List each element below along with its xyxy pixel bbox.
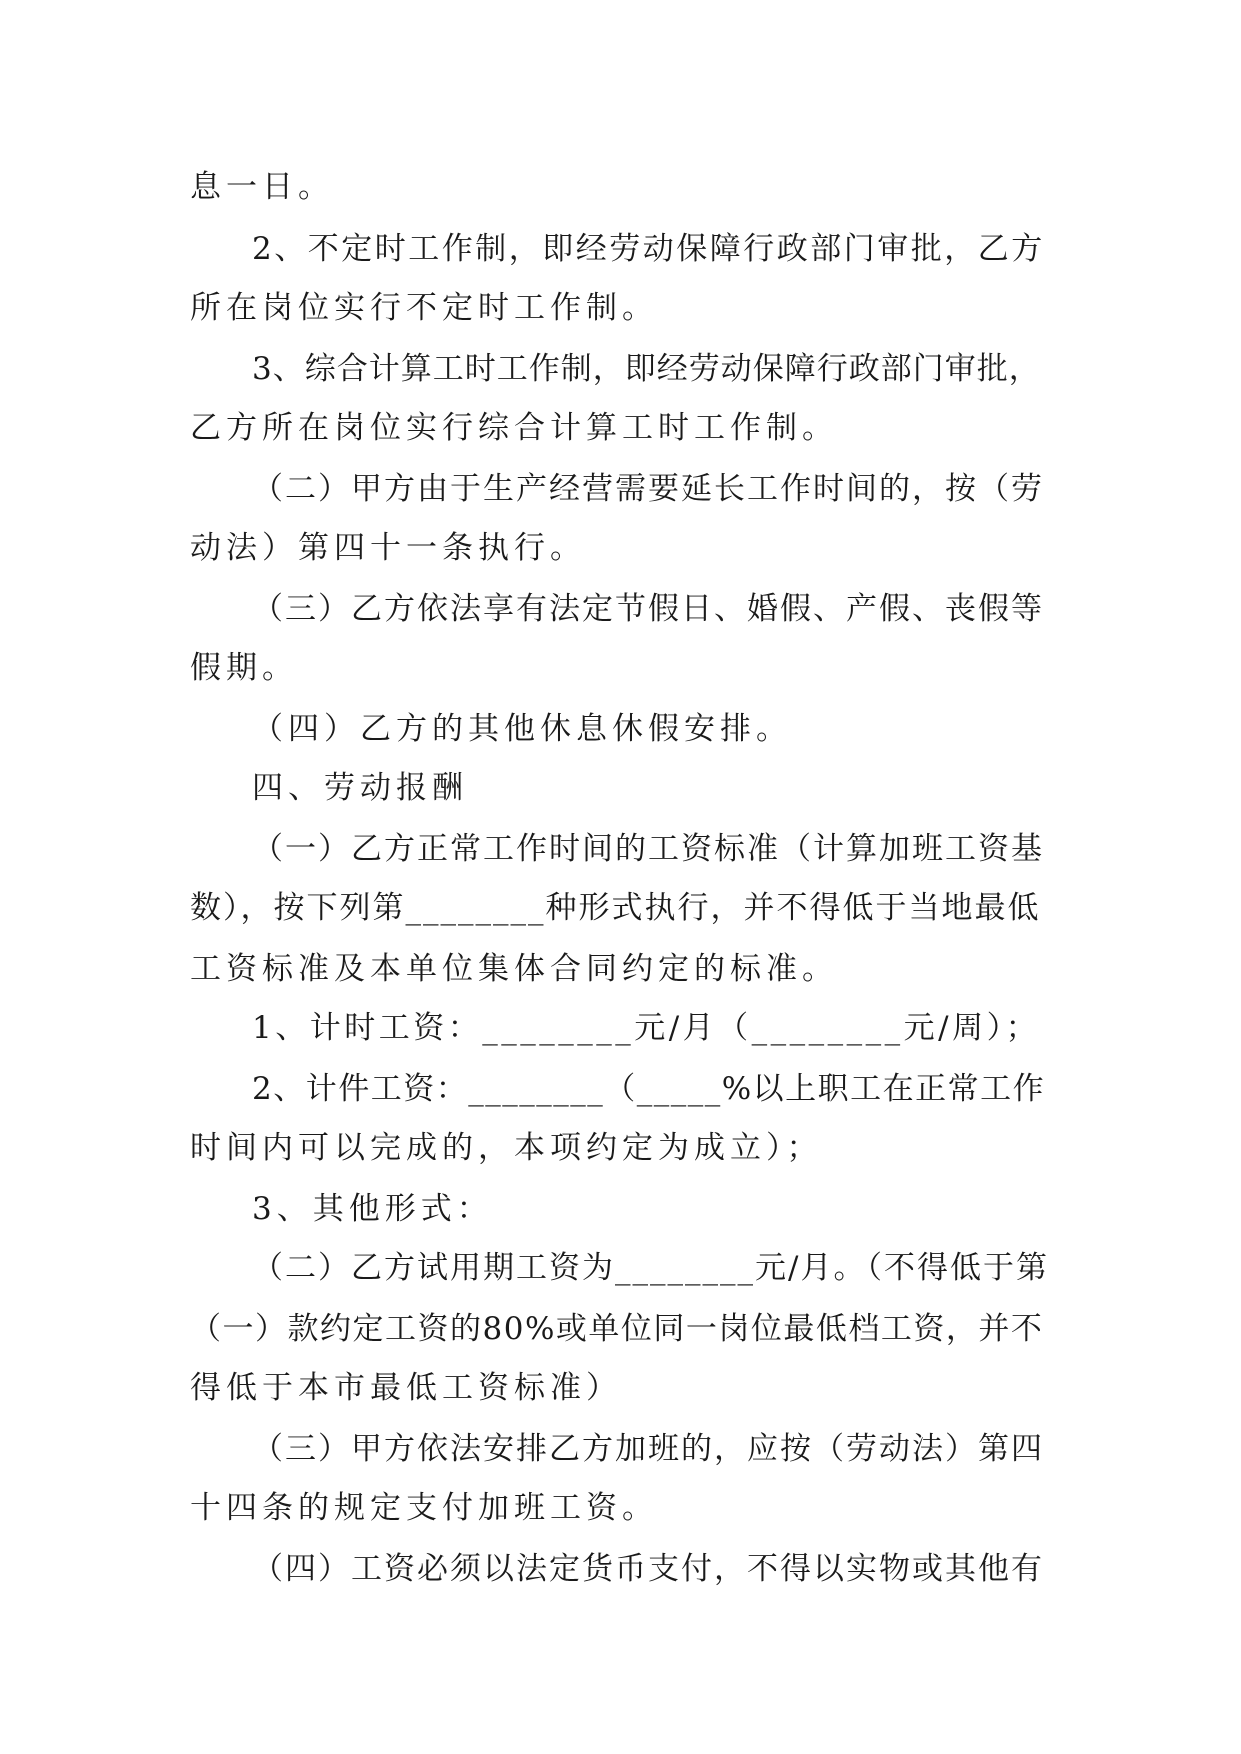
paragraph-line: 2、不定时工作制，即经劳动保障行政部门审批，乙方 — [252, 231, 1045, 267]
paragraph-line: （一）款约定工资的80%或单位同一岗位最低档工资，并不 — [190, 1311, 1044, 1347]
paragraph-line: （三）甲方依法安排乙方加班的，应按（劳动法）第四 — [252, 1431, 1044, 1467]
section-heading: 四、劳动报酬 — [252, 770, 468, 806]
paragraph-line: 3、其他形式： — [252, 1191, 493, 1227]
paragraph-line: 3、综合计算工时工作制，即经劳动保障行政部门审批， — [252, 351, 1041, 387]
paragraph-line: 时间内可以完成的，本项约定为成立）； — [190, 1130, 823, 1166]
paragraph-line: （四）工资必须以法定货币支付，不得以实物或其他有 — [252, 1551, 1044, 1587]
paragraph-line: （四）乙方的其他休息休假安排。 — [252, 711, 792, 747]
paragraph-line: （三）乙方依法享有法定节假日、婚假、产假、丧假等 — [252, 591, 1044, 627]
paragraph-line: 十四条的规定支付加班工资。 — [190, 1490, 658, 1526]
paragraph-line: 得低于本市最低工资标准） — [190, 1370, 622, 1406]
paragraph-line: 工资标准及本单位集体合同约定的标准。 — [190, 951, 838, 987]
paragraph-line: 动法）第四十一条执行。 — [190, 530, 586, 566]
paragraph-line: （一）乙方正常工作时间的工资标准（计算加班工资基 — [252, 831, 1044, 867]
paragraph-line: 数），按下列第________种形式执行，并不得低于当地最低 — [190, 890, 1041, 926]
paragraph-line: 乙方所在岗位实行综合计算工时工作制。 — [190, 410, 838, 446]
paragraph-line: （二）乙方试用期工资为________元/月。（不得低于第 — [252, 1250, 1049, 1286]
paragraph-line: （二）甲方由于生产经营需要延长工作时间的，按（劳 — [252, 471, 1044, 507]
paragraph-line: 息一日。 — [190, 169, 334, 205]
paragraph-line: 2、计件工资：________（_____%以上职工在正常工作 — [252, 1071, 1046, 1107]
paragraph-line: 所在岗位实行不定时工作制。 — [190, 290, 658, 326]
paragraph-line: 1、计时工资：________元/月（________元/周）； — [252, 1010, 1041, 1046]
paragraph-line: 假期。 — [190, 650, 298, 686]
